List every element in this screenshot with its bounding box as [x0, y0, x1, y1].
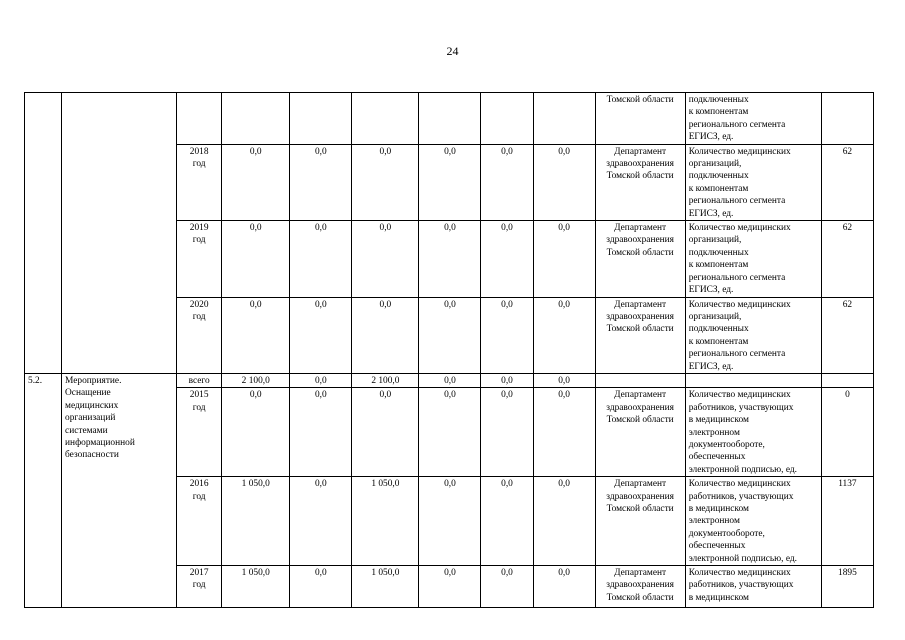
- year-cell: 2015 год: [177, 388, 222, 477]
- indicator-cell: Количество медицинских организаций, подключенных к компонентам регионального сегмента ЕГИСЗ, ед.: [685, 221, 821, 297]
- amount-cell: 0,0: [419, 221, 481, 297]
- executor-cell: Департамент здравоохранения Томской области: [595, 144, 685, 220]
- name-cell: [62, 93, 177, 374]
- indicator-value-cell: 1895: [821, 566, 873, 608]
- indicator-value-cell: [821, 373, 873, 387]
- amount-cell: 0,0: [352, 221, 419, 297]
- amount-cell: 0,0: [533, 221, 595, 297]
- amount-cell: 0,0: [419, 566, 481, 608]
- amount-cell: 0,0: [533, 297, 595, 373]
- amount-cell: 0,0: [290, 373, 352, 387]
- amount-cell: [352, 93, 419, 145]
- amount-cell: 0,0: [419, 388, 481, 477]
- amount-cell: 0,0: [352, 144, 419, 220]
- amount-cell: 0,0: [419, 477, 481, 566]
- amount-cell: 1 050,0: [222, 477, 290, 566]
- amount-cell: 0,0: [419, 373, 481, 387]
- amount-cell: 0,0: [352, 297, 419, 373]
- amount-cell: 0,0: [419, 297, 481, 373]
- executor-cell: Департамент здравоохранения Томской области: [595, 477, 685, 566]
- amount-cell: 0,0: [533, 373, 595, 387]
- amount-cell: [481, 93, 533, 145]
- indicator-value-cell: 62: [821, 144, 873, 220]
- amount-cell: 0,0: [352, 388, 419, 477]
- amount-cell: 1 050,0: [222, 566, 290, 608]
- amount-cell: 0,0: [481, 388, 533, 477]
- year-cell: 2018 год: [177, 144, 222, 220]
- indicator-value-cell: [821, 93, 873, 145]
- indicator-value-cell: 62: [821, 297, 873, 373]
- year-cell: [177, 93, 222, 145]
- amount-cell: 0,0: [290, 477, 352, 566]
- amount-cell: 0,0: [481, 297, 533, 373]
- amount-cell: 1 050,0: [352, 477, 419, 566]
- section-number: 5.2.: [25, 373, 62, 607]
- executor-cell: Департамент здравоохранения Томской области: [595, 566, 685, 608]
- year-cell: 2019 год: [177, 221, 222, 297]
- year-cell: 2016 год: [177, 477, 222, 566]
- amount-cell: [222, 93, 290, 145]
- amount-cell: 0,0: [222, 297, 290, 373]
- indicator-cell: Количество медицинских работников, участвующих в медицинском электронном документообороте, обеспеченных электронной подписью, ед.: [685, 388, 821, 477]
- amount-cell: 0,0: [481, 566, 533, 608]
- executor-cell: Томской области: [595, 93, 685, 145]
- amount-cell: 2 100,0: [222, 373, 290, 387]
- amount-cell: 0,0: [533, 566, 595, 608]
- indicator-cell: Количество медицинских работников, участвующих в медицинском: [685, 566, 821, 608]
- amount-cell: [419, 93, 481, 145]
- executor-cell: Департамент здравоохранения Томской области: [595, 221, 685, 297]
- amount-cell: 1 050,0: [352, 566, 419, 608]
- amount-cell: 0,0: [481, 477, 533, 566]
- executor-cell: Департамент здравоохранения Томской области: [595, 388, 685, 477]
- indicator-cell: Количество медицинских работников, участвующих в медицинском электронном документообороте, обеспеченных электронной подписью, ед.: [685, 477, 821, 566]
- executor-cell: Департамент здравоохранения Томской области: [595, 297, 685, 373]
- indicator-cell: подключенных к компонентам регионального сегмента ЕГИСЗ, ед.: [685, 93, 821, 145]
- amount-cell: 0,0: [290, 566, 352, 608]
- program-table: [24, 92, 874, 608]
- amount-cell: 0,0: [290, 388, 352, 477]
- amount-cell: 0,0: [222, 221, 290, 297]
- number-cell: [25, 93, 62, 374]
- indicator-value-cell: 1137: [821, 477, 873, 566]
- indicator-cell: Количество медицинских организаций, подключенных к компонентам регионального сегмента ЕГИСЗ, ед.: [685, 297, 821, 373]
- amount-cell: 0,0: [533, 388, 595, 477]
- amount-cell: [290, 93, 352, 145]
- amount-cell: 0,0: [222, 388, 290, 477]
- year-cell: 2020 год: [177, 297, 222, 373]
- page-number: 24: [446, 44, 459, 58]
- amount-cell: 0,0: [419, 144, 481, 220]
- table-row: [25, 93, 874, 145]
- amount-cell: 0,0: [481, 221, 533, 297]
- year-cell: 2017 год: [177, 566, 222, 608]
- table-row: [25, 373, 874, 387]
- amount-cell: 0,0: [481, 144, 533, 220]
- amount-cell: 0,0: [222, 144, 290, 220]
- amount-cell: 0,0: [290, 144, 352, 220]
- indicator-value-cell: 0: [821, 388, 873, 477]
- executor-cell: [595, 373, 685, 387]
- indicator-cell: [685, 373, 821, 387]
- amount-cell: 0,0: [290, 221, 352, 297]
- amount-cell: 0,0: [533, 144, 595, 220]
- indicator-cell: Количество медицинских организаций, подключенных к компонентам регионального сегмента ЕГИСЗ, ед.: [685, 144, 821, 220]
- amount-cell: [533, 93, 595, 145]
- amount-cell: 2 100,0: [352, 373, 419, 387]
- amount-cell: 0,0: [290, 297, 352, 373]
- section-name: Мероприятие. Оснащение медицинских организаций системами информационной безопасности: [62, 373, 177, 607]
- amount-cell: 0,0: [533, 477, 595, 566]
- amount-cell: 0,0: [481, 373, 533, 387]
- indicator-value-cell: 62: [821, 221, 873, 297]
- year-cell: всего: [177, 373, 222, 387]
